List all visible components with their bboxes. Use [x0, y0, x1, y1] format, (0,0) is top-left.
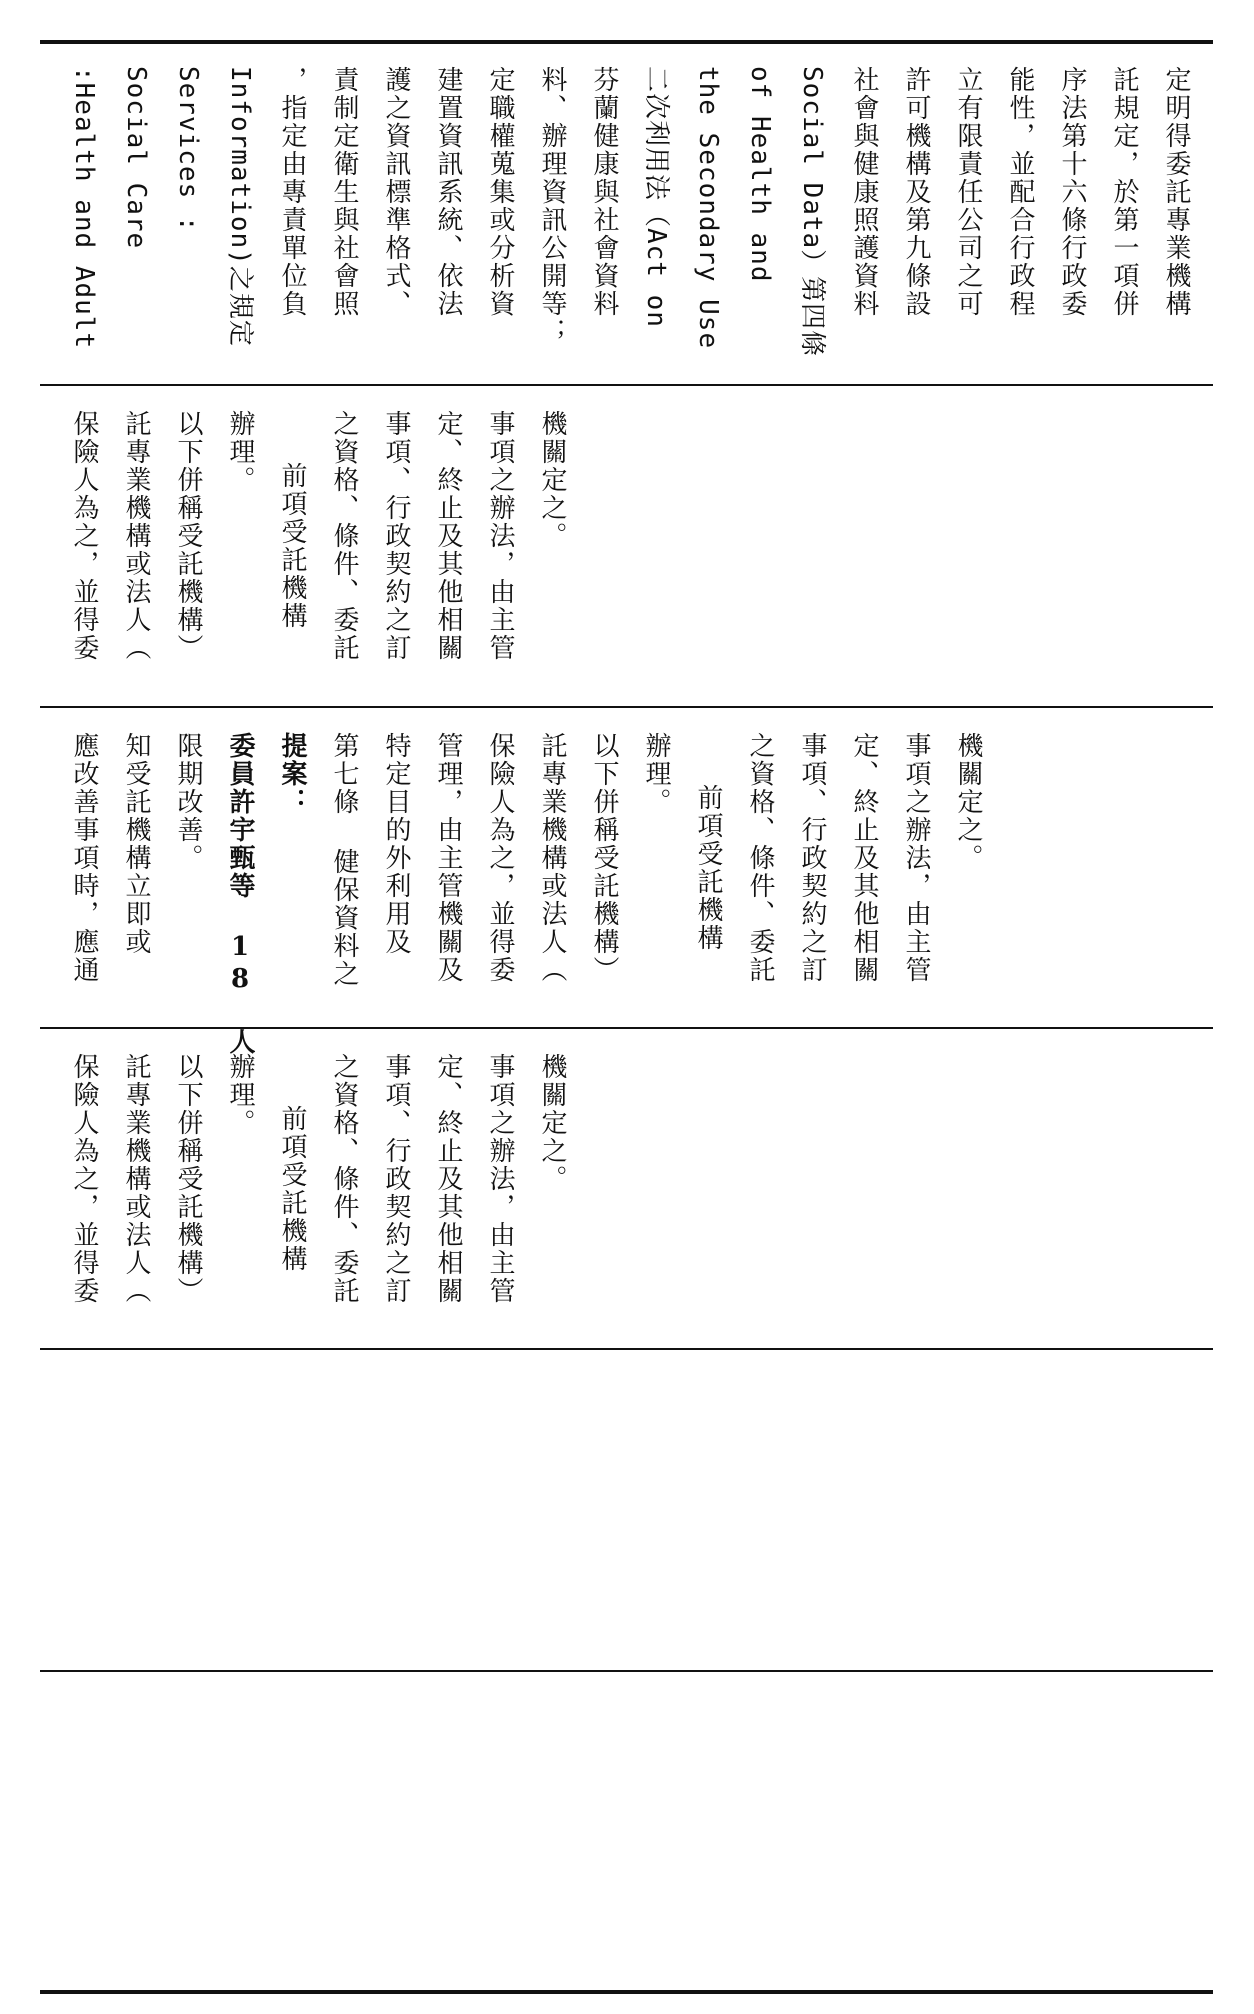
text-line: 能性，並配合行政程	[1005, 66, 1035, 318]
text-line: 管理，由主管機關及	[433, 732, 463, 984]
text-line: 機關定之。	[537, 410, 567, 550]
divider-5	[40, 1670, 1213, 1672]
review-column	[40, 1031, 1213, 1348]
text-line: 料、辦理資訊公開等；	[537, 66, 567, 346]
proposal-heading: 提案：	[277, 732, 307, 816]
text-line: 保險人為之，並得委	[69, 410, 99, 662]
text-line: 立有限責任公司之可	[953, 66, 983, 318]
text-line: 託規定，於第一項併	[1109, 66, 1139, 318]
text-line: 託專業機構或法人（	[537, 732, 567, 984]
proposer-heading: 委員許宇甄等 18 人	[225, 732, 255, 1056]
text-line: 定、終止及其他相關	[849, 732, 879, 984]
proposal-column	[40, 710, 1213, 1056]
text-line: 之資格、條件、委託	[329, 1053, 359, 1305]
text-line: 定明得委託專業機構	[1161, 66, 1191, 318]
text-line: 定、終止及其他相關	[433, 1053, 463, 1305]
text-line: 事項、行政契約之訂	[381, 410, 411, 662]
text-line: Information)之規定	[225, 66, 255, 347]
text-line: 以下併稱受託機構）	[173, 410, 203, 662]
text-line: 以下併稱受託機構）	[589, 732, 619, 984]
text-line: 前項受託機構	[277, 1105, 307, 1273]
text-line: 辦理。	[225, 410, 255, 494]
empty-column-5	[40, 1352, 1213, 1670]
text-line: 定、終止及其他相關	[433, 410, 463, 662]
text-line: 第七條 健保資料之	[329, 732, 359, 988]
text-line: Social Care	[121, 66, 151, 250]
text-line: 辦理。	[641, 732, 671, 816]
divider-3	[40, 1027, 1213, 1029]
text-line: of Health and	[745, 66, 775, 283]
text-line: Services :	[173, 66, 203, 233]
text-line: 辦理。	[225, 1053, 255, 1137]
text-line: 護之資訊標準格式、	[381, 66, 411, 318]
text-line: 建置資訊系統、依法	[433, 66, 463, 318]
text-line: 事項之辦法，由主管	[485, 1053, 515, 1305]
text-line: 託專業機構或法人（	[121, 410, 151, 662]
text-line: 之資格、條件、委託	[745, 732, 775, 984]
empty-column-6	[40, 1674, 1213, 1990]
text-line: 限期改善。	[173, 732, 203, 872]
current-text-column	[40, 388, 1213, 706]
divider-4	[40, 1348, 1213, 1350]
text-line: ，指定由專責單位負	[277, 66, 307, 318]
text-line: 以下併稱受託機構）	[173, 1053, 203, 1305]
explanation-column	[40, 44, 1213, 384]
text-line: 事項、行政契約之訂	[797, 732, 827, 984]
text-line: 前項受託機構	[277, 462, 307, 630]
text-line: 特定目的外利用及	[381, 732, 411, 956]
text-line: 二次利用法（Act on	[641, 66, 671, 328]
text-line: the Secondary Use	[693, 66, 723, 350]
text-line: 保險人為之，並得委	[69, 1053, 99, 1305]
text-line: 序法第十六條行政委	[1057, 66, 1087, 318]
text-line: 事項、行政契約之訂	[381, 1053, 411, 1305]
text-line: 許可機構及第九條設	[901, 66, 931, 318]
text-line: 託專業機構或法人（	[121, 1053, 151, 1305]
text-line: 保險人為之，並得委	[485, 732, 515, 984]
text-line: 定職權蒐集或分析資	[485, 66, 515, 318]
text-line: 之資格、條件、委託	[329, 410, 359, 662]
text-line: 社會與健康照護資料	[849, 66, 879, 318]
text-line: 責制定衛生與社會照	[329, 66, 359, 318]
text-line: 知受託機構立即或	[121, 732, 151, 956]
divider-2	[40, 706, 1213, 708]
text-line: 機關定之。	[537, 1053, 567, 1193]
text-line: Social Data）第四條	[797, 66, 827, 358]
text-line: 事項之辦法，由主管	[485, 410, 515, 662]
bottom-rule	[40, 1990, 1213, 1994]
text-line: 芬蘭健康與社會資料	[589, 66, 619, 318]
text-line: :Health and Adult	[69, 66, 99, 350]
divider-1	[40, 384, 1213, 386]
text-line: 事項之辦法，由主管	[901, 732, 931, 984]
text-line: 前項受託機構	[693, 784, 723, 952]
text-line: 機關定之。	[953, 732, 983, 872]
text-line: 應改善事項時，應通	[69, 732, 99, 984]
